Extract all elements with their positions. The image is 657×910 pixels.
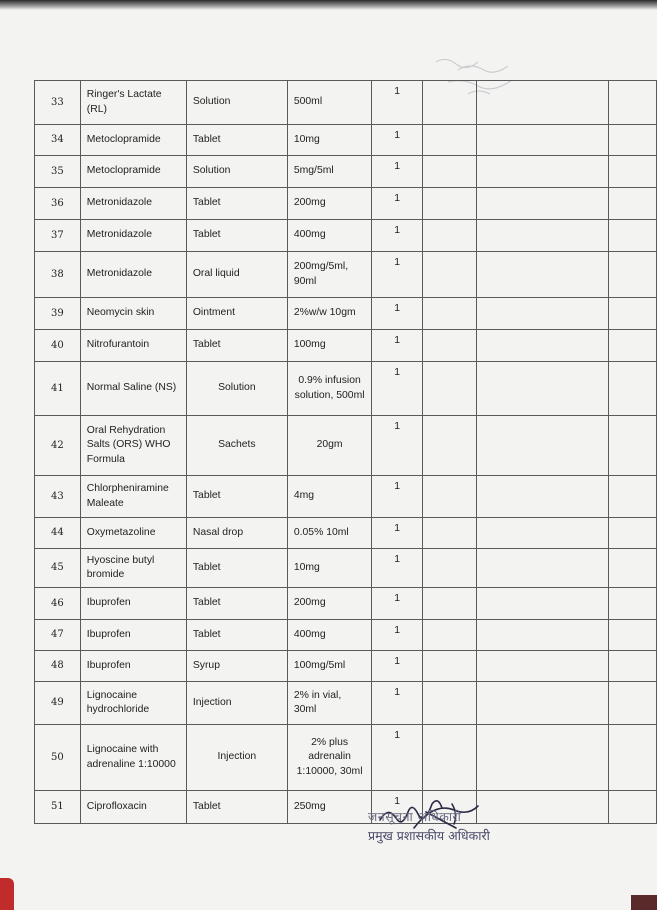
empty-cell bbox=[477, 81, 609, 125]
empty-cell bbox=[422, 682, 476, 725]
row-number: 39 bbox=[35, 298, 81, 330]
empty-cell bbox=[477, 298, 609, 330]
table-body bbox=[35, 81, 657, 824]
medicine-name: Ibuprofen bbox=[80, 588, 186, 620]
quantity: 1 bbox=[372, 476, 423, 518]
strength: 200mg bbox=[287, 588, 371, 620]
dosage-form: Tablet bbox=[186, 549, 287, 588]
table-row bbox=[35, 416, 657, 476]
empty-cell bbox=[609, 588, 657, 620]
medicine-name: Metronidazole bbox=[80, 188, 186, 220]
medicine-name: Nitrofurantoin bbox=[80, 330, 186, 362]
empty-cell bbox=[609, 682, 657, 725]
table-row bbox=[35, 549, 657, 588]
empty-cell bbox=[422, 651, 476, 682]
medicine-name: Lignocaine with adrenaline 1:10000 bbox=[80, 725, 186, 791]
empty-cell bbox=[422, 156, 476, 188]
table-row bbox=[35, 188, 657, 220]
quantity: 1 bbox=[372, 362, 423, 416]
row-number: 43 bbox=[35, 476, 81, 518]
strength: 0.05% 10ml bbox=[287, 518, 371, 549]
empty-cell bbox=[477, 588, 609, 620]
empty-cell bbox=[422, 416, 476, 476]
empty-cell bbox=[609, 549, 657, 588]
table-row bbox=[35, 156, 657, 188]
table-row bbox=[35, 620, 657, 651]
quantity: 1 bbox=[372, 725, 423, 791]
strength: 10mg bbox=[287, 125, 371, 156]
strength: 100mg/5ml bbox=[287, 651, 371, 682]
dosage-form: Sachets bbox=[186, 416, 287, 476]
strength: 100mg bbox=[287, 330, 371, 362]
strength: 5mg/5ml bbox=[287, 156, 371, 188]
empty-cell bbox=[422, 330, 476, 362]
row-number: 37 bbox=[35, 220, 81, 252]
empty-cell bbox=[422, 549, 476, 588]
empty-cell bbox=[422, 125, 476, 156]
empty-cell bbox=[477, 156, 609, 188]
medicine-name: Ringer's Lactate (RL) bbox=[80, 81, 186, 125]
row-number: 38 bbox=[35, 252, 81, 298]
dosage-form: Tablet bbox=[186, 220, 287, 252]
strength: 2% plus adrenalin 1:10000, 30ml bbox=[287, 725, 371, 791]
empty-cell bbox=[477, 651, 609, 682]
medicine-name: Ibuprofen bbox=[80, 620, 186, 651]
quantity: 1 bbox=[372, 518, 423, 549]
empty-cell bbox=[422, 476, 476, 518]
strength: 10mg bbox=[287, 549, 371, 588]
strength: 4mg bbox=[287, 476, 371, 518]
strength: 500ml bbox=[287, 81, 371, 125]
page-corner-right bbox=[631, 895, 657, 910]
table-row bbox=[35, 651, 657, 682]
empty-cell bbox=[422, 620, 476, 651]
dosage-form: Solution bbox=[186, 362, 287, 416]
empty-cell bbox=[477, 252, 609, 298]
table-row bbox=[35, 682, 657, 725]
row-number: 45 bbox=[35, 549, 81, 588]
signature-block bbox=[368, 808, 528, 846]
table-row bbox=[35, 252, 657, 298]
empty-cell bbox=[609, 416, 657, 476]
medicine-name: Metronidazole bbox=[80, 252, 186, 298]
empty-cell bbox=[609, 791, 657, 824]
table-row bbox=[35, 588, 657, 620]
quantity: 1 bbox=[372, 188, 423, 220]
table-row bbox=[35, 298, 657, 330]
dosage-form: Tablet bbox=[186, 588, 287, 620]
empty-cell bbox=[422, 81, 476, 125]
empty-cell bbox=[609, 188, 657, 220]
quantity: 1 bbox=[372, 81, 423, 125]
empty-cell bbox=[477, 549, 609, 588]
empty-cell bbox=[477, 362, 609, 416]
empty-cell bbox=[609, 252, 657, 298]
table-row bbox=[35, 362, 657, 416]
quantity: 1 bbox=[372, 651, 423, 682]
table-row bbox=[35, 725, 657, 791]
medicine-list-table bbox=[34, 80, 657, 824]
empty-cell bbox=[477, 620, 609, 651]
row-number: 48 bbox=[35, 651, 81, 682]
empty-cell bbox=[422, 188, 476, 220]
dosage-form: Ointment bbox=[186, 298, 287, 330]
empty-cell bbox=[477, 330, 609, 362]
empty-cell bbox=[609, 725, 657, 791]
quantity: 1 bbox=[372, 298, 423, 330]
row-number: 51 bbox=[35, 791, 81, 824]
medicine-name: Neomycin skin bbox=[80, 298, 186, 330]
strength: 200mg/5ml, 90ml bbox=[287, 252, 371, 298]
empty-cell bbox=[609, 220, 657, 252]
medicine-name: Normal Saline (NS) bbox=[80, 362, 186, 416]
empty-cell bbox=[477, 416, 609, 476]
dosage-form: Injection bbox=[186, 682, 287, 725]
dosage-form: Tablet bbox=[186, 791, 287, 824]
empty-cell bbox=[609, 476, 657, 518]
page-corner-left bbox=[0, 878, 14, 910]
empty-cell bbox=[422, 362, 476, 416]
row-number: 42 bbox=[35, 416, 81, 476]
quantity: 1 bbox=[372, 252, 423, 298]
quantity: 1 bbox=[372, 330, 423, 362]
row-number: 36 bbox=[35, 188, 81, 220]
empty-cell bbox=[422, 252, 476, 298]
dosage-form: Solution bbox=[186, 156, 287, 188]
table-row bbox=[35, 518, 657, 549]
medicine-name: Oxymetazoline bbox=[80, 518, 186, 549]
empty-cell bbox=[609, 518, 657, 549]
strength: 400mg bbox=[287, 620, 371, 651]
seal-line: जनसूचना अधिकारी bbox=[368, 809, 462, 824]
medicine-name: Lignocaine hydrochloride bbox=[80, 682, 186, 725]
dosage-form: Tablet bbox=[186, 330, 287, 362]
strength: 20gm bbox=[287, 416, 371, 476]
empty-cell bbox=[477, 188, 609, 220]
empty-cell bbox=[609, 298, 657, 330]
empty-cell bbox=[477, 518, 609, 549]
quantity: 1 bbox=[372, 791, 423, 824]
empty-cell bbox=[609, 81, 657, 125]
quantity: 1 bbox=[372, 156, 423, 188]
medicine-name: Hyoscine butyl bromide bbox=[80, 549, 186, 588]
medicine-name: Metoclopramide bbox=[80, 156, 186, 188]
row-number: 40 bbox=[35, 330, 81, 362]
dosage-form: Nasal drop bbox=[186, 518, 287, 549]
row-number: 34 bbox=[35, 125, 81, 156]
dosage-form: Tablet bbox=[186, 125, 287, 156]
empty-cell bbox=[422, 220, 476, 252]
empty-cell bbox=[609, 125, 657, 156]
quantity: 1 bbox=[372, 220, 423, 252]
quantity: 1 bbox=[372, 682, 423, 725]
table-row bbox=[35, 81, 657, 125]
row-number: 47 bbox=[35, 620, 81, 651]
strength: 2%w/w 10gm bbox=[287, 298, 371, 330]
dosage-form: Solution bbox=[186, 81, 287, 125]
row-number: 49 bbox=[35, 682, 81, 725]
empty-cell bbox=[609, 362, 657, 416]
empty-cell bbox=[477, 682, 609, 725]
empty-cell bbox=[477, 476, 609, 518]
table-row bbox=[35, 330, 657, 362]
dosage-form: Oral liquid bbox=[186, 252, 287, 298]
designation-line: प्रमुख प्रशासकीय अधिकारी bbox=[368, 827, 490, 843]
strength: 0.9% infusion solution, 500ml bbox=[287, 362, 371, 416]
dosage-form: Injection bbox=[186, 725, 287, 791]
table-row bbox=[35, 791, 657, 824]
quantity: 1 bbox=[372, 125, 423, 156]
empty-cell bbox=[422, 725, 476, 791]
quantity: 1 bbox=[372, 588, 423, 620]
empty-cell bbox=[477, 220, 609, 252]
table-row bbox=[35, 220, 657, 252]
page-top-shadow bbox=[0, 0, 657, 10]
strength: 250mg bbox=[287, 791, 371, 824]
empty-cell bbox=[609, 651, 657, 682]
empty-cell bbox=[422, 518, 476, 549]
row-number: 50 bbox=[35, 725, 81, 791]
quantity: 1 bbox=[372, 620, 423, 651]
table-row bbox=[35, 476, 657, 518]
dosage-form: Tablet bbox=[186, 620, 287, 651]
empty-cell bbox=[609, 330, 657, 362]
empty-cell bbox=[609, 156, 657, 188]
dosage-form: Tablet bbox=[186, 476, 287, 518]
empty-cell bbox=[609, 620, 657, 651]
medicine-name: Metronidazole bbox=[80, 220, 186, 252]
quantity: 1 bbox=[372, 416, 423, 476]
row-number: 33 bbox=[35, 81, 81, 125]
table-row bbox=[35, 125, 657, 156]
medicine-name: Ibuprofen bbox=[80, 651, 186, 682]
quantity: 1 bbox=[372, 549, 423, 588]
row-number: 41 bbox=[35, 362, 81, 416]
empty-cell bbox=[477, 725, 609, 791]
medicine-name: Metoclopramide bbox=[80, 125, 186, 156]
empty-cell bbox=[422, 588, 476, 620]
row-number: 46 bbox=[35, 588, 81, 620]
row-number: 44 bbox=[35, 518, 81, 549]
empty-cell bbox=[477, 125, 609, 156]
strength: 400mg bbox=[287, 220, 371, 252]
medicine-name: Ciprofloxacin bbox=[80, 791, 186, 824]
medicine-name: Chlorpheniramine Maleate bbox=[80, 476, 186, 518]
strength: 200mg bbox=[287, 188, 371, 220]
empty-cell bbox=[422, 298, 476, 330]
dosage-form: Tablet bbox=[186, 188, 287, 220]
strength: 2% in vial, 30ml bbox=[287, 682, 371, 725]
medicine-name: Oral Rehydration Salts (ORS) WHO Formula bbox=[80, 416, 186, 476]
row-number: 35 bbox=[35, 156, 81, 188]
dosage-form: Syrup bbox=[186, 651, 287, 682]
